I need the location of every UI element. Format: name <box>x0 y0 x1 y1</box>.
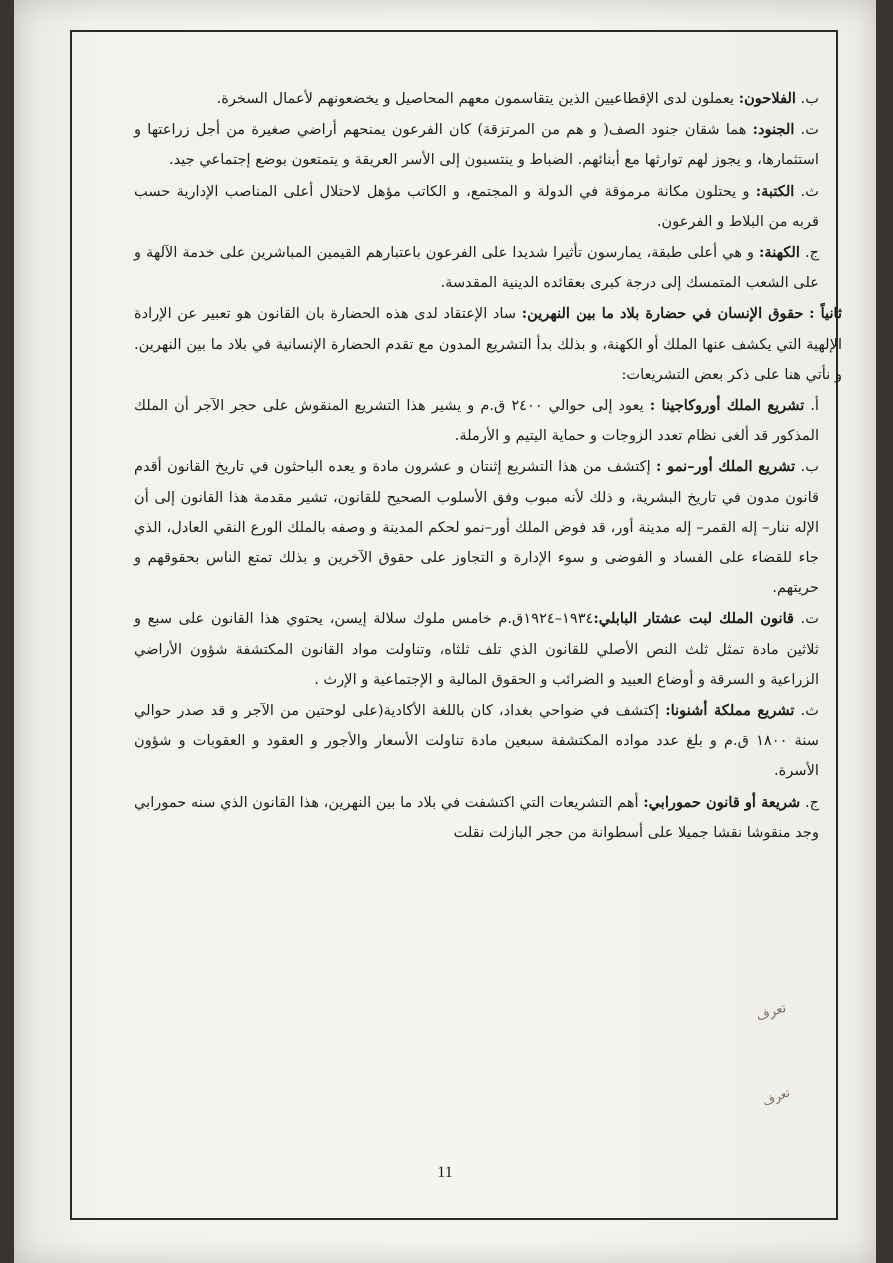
item-marker: ج. <box>804 793 819 811</box>
paragraph-hammurabi <box>134 788 842 848</box>
item-marker: ب. <box>800 90 819 107</box>
item-marker: ت. <box>800 610 820 628</box>
item-marker: أ. <box>810 397 819 415</box>
paragraph-priests <box>134 238 842 298</box>
page-sheet <box>14 0 876 1263</box>
section-number: ثانياً : <box>809 305 843 323</box>
item-heading: تشريع الملك أوروكاجينا : <box>649 397 805 415</box>
item-text: يعود إلى حوالي ٢٤٠٠ ق.م و يشير هذا التشريع المنقوش على حجر الآجر أن الملك المذكور قد ألغى نظام تعدد الزوجات و حماية اليتيم و الأرملة. <box>134 397 819 445</box>
paragraph-lipit-ishtar <box>134 604 842 695</box>
paragraph-eshnunna <box>134 696 842 787</box>
item-marker: ج. <box>804 244 819 262</box>
paragraph-urukagina <box>134 391 842 451</box>
item-heading: الكهنة: <box>759 244 800 262</box>
item-heading: الفلاحون: <box>738 90 796 107</box>
item-text: و هي أعلى طبقة، يمارسون تأثيرا شديدا على الفرعون باعتبارهم القيمين المباشرين على خدمة الآلهة و على الشعب المتمسك إلى درجة كبرى بعقائده الدينية المقدسة. <box>134 244 819 292</box>
paragraph-ur-nammu <box>134 452 842 603</box>
item-marker: ث. <box>800 702 820 720</box>
item-text: يعملون لدى الإقطاعيين الذين يتقاسمون معهم المحاصيل و يخضعونهم لأعمال السخرة. <box>216 90 739 107</box>
item-heading: الكتبة: <box>755 182 795 200</box>
page-body <box>134 84 842 848</box>
item-marker: ت. <box>800 121 819 139</box>
item-text: و يحتلون مكانة مرموقة في الدولة و المجتمع، و الكاتب مؤهل لاحتلال أعلى المناصب الإدارية حسب قربه من البلاط و الفرعون. <box>134 182 819 230</box>
section-title: حقوق الإنسان في حضارة بلاد ما بين النهرين: <box>521 305 804 323</box>
section-text: ساد الإعتقاد لدى هذه الحضارة بان القانون هو تعبير عن الإرادة الإلهية التي يكشف عنها الملك أو الكهنة، و بذلك بدأ التشريع المدون مع تقدم الحضارة الإنسانية في بلاد ما بين النهرين. و نأتي هنا على ذكر بعض التشريعات: <box>134 305 843 383</box>
paragraph-scribes <box>134 177 842 237</box>
item-marker: ب. <box>800 458 819 476</box>
item-text: هما شقان جنود الصف( و هم من المرتزقة) كان الفرعون يمنحهم أراضي صغيرة من أجل زراعتها و استثمارها، و يجوز لهم توارثها مع أبنائهم. الضباط و ينتسبون إلى الأسر العريقة و يتمتعون بوضع إجتماعي جيد. <box>134 121 819 169</box>
item-heading: الجنود: <box>752 121 795 139</box>
item-heading: تشريع مملكة أشنونا: <box>665 702 795 720</box>
item-text: إكتشف في ضواحي بغداد، كان باللغة الأكادية(على لوحتين من الآجر و قد صدر حوالي سنة ١٨٠٠ ق.م و بلغ عدد مواده المكتشفة سبعين مادة تناولت الأسعار والأجور و العقود و العقوبات و شؤون الأسرة. <box>134 702 819 780</box>
section-heading-mesopotamia <box>134 299 842 390</box>
item-heading: شريعة أو قانون حمورابي: <box>643 793 801 811</box>
item-marker: ث. <box>800 182 820 200</box>
paragraph-peasants <box>134 84 842 114</box>
item-text: أهم التشريعات التي اكتشفت في بلاد ما بين النهرين، هذا القانون الذي سنه حمورابي وجد منقوشا نقشا جميلا على أسطوانة من حجر البازلت نقلت <box>134 793 819 841</box>
paragraph-soldiers <box>134 115 842 175</box>
item-heading: قانون الملك لبت عشتار البابلي: <box>593 610 795 628</box>
item-text: إكتشف من هذا التشريع إثنتان و عشرون مادة و يعده الباحثون في تاريخ القانون أقدم قانون مدون في تاريخ البشرية، و ذلك لأنه مبوب وفق الأسلوب الصحيح للقانون، تشير مقدمة هذا القانون إلى أن الإله ننار– إله القمر– إله مدينة أور، قد فوض الملك أور–نمو لحكم المدينة و وصفه بالملك الورع النقي العادل، الذي جاء للقضاء على الفساد و الفوضى و سوء الإدارة و التجاوز على حقوق الآخرين و بذلك تمتع الناس بحقوقهم و حريتهم. <box>134 458 819 597</box>
item-text: ١٩٣٤–١٩٢٤ق.م خامس ملوك سلالة إيسن، يحتوي هذا القانون على سبع و ثلاثين مادة تمثل ثلث النص الأصلي للقانون الذي تلف ثلثاه، وتناولت مواد القانون المكتشفة شؤون الأراضي الزراعية و السرقة و أوضاع العبيد و الضرائب و الحقوق المالية و الإجتماعية و الإرث . <box>134 610 819 688</box>
page-number: 11 <box>437 1164 453 1181</box>
handwritten-margin-note: تعرف <box>760 1085 792 1109</box>
handwritten-margin-note: تعرف <box>754 1000 789 1025</box>
item-heading: تشريع الملك أور–نمو : <box>655 458 796 476</box>
